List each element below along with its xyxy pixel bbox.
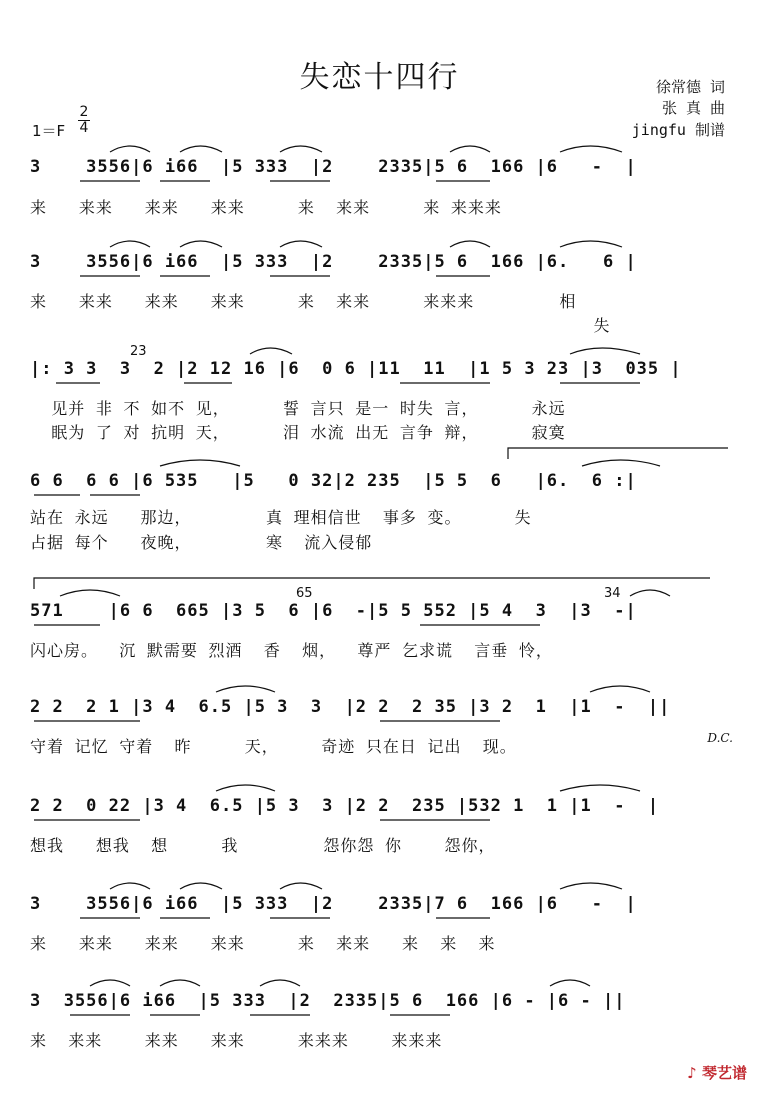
notation-row: 6 6 6 6 |6 535 |5 0 32|2 235 |5 5 6 |6. 6 :| <box>30 471 637 491</box>
notation-row: 3 3556|6 i66 |5 333 |2 2335|5 6 166 |6. 6 | <box>30 252 637 272</box>
grace-note-label: 65 <box>296 586 313 601</box>
lyrics-line: 来 来来 来来 来来 来 来来 来 来来来 <box>30 198 502 217</box>
grace-note-label: 23 <box>130 344 147 359</box>
volta-bracket-1 <box>508 448 728 459</box>
transcriber-credit: jingfu 制谱 <box>631 121 725 139</box>
lyricist-credit: 徐常德 词 <box>655 78 725 96</box>
lyrics-line: 占据 每个 夜晚， 寒 流入侵郁 <box>30 533 373 552</box>
lyrics-line: 来 来来 来来 来来 来来来 来来来 <box>30 1031 443 1050</box>
time-signature-bottom: 4 <box>79 120 89 136</box>
notation-row: 571 |6 6 665 |3 5 6 |6 -|5 5 552 |5 4 3 |3 -| <box>30 601 637 621</box>
time-signature-top: 2 <box>79 104 89 120</box>
lyrics-line: 见并 非 不 如不 见， 誓 言只 是一 时失 言， 永远 <box>30 399 566 418</box>
lyrics-line: 眠为 了 对 抗明 天， 泪 水流 出无 言争 辩， 寂寞 <box>30 423 566 442</box>
lyrics-line: 失 <box>30 316 611 335</box>
notation-row: 2 2 2 1 |3 4 6.5 |5 3 3 |2 2 2 35 |3 2 1 |1 - || <box>30 697 671 717</box>
da-capo-mark: D.C. <box>707 731 733 745</box>
notation-row: 2 2 0 22 |3 4 6.5 |5 3 3 |2 2 235 |532 1 1 |1 - | <box>30 796 660 816</box>
lyrics-line: 来 来来 来来 来来 来 来来 来来来 相 <box>30 292 577 311</box>
notation-row: 3 3556|6 i66 |5 333 |2 2335|5 6 166 |6 - |6 - || <box>30 991 626 1011</box>
lyrics-line: 来 来来 来来 来来 来 来来 来 来 来 <box>30 934 496 953</box>
lyrics-line: 闪心房。 沉 默需要 烈酒 香 烟， 尊严 乞求谎 言垂 怜， <box>30 641 553 660</box>
watermark-logo: ♪ 琴艺谱 <box>687 1064 747 1082</box>
key-signature: 1＝F <box>32 122 66 140</box>
notation-row: 3 3556|6 i66 |5 333 |2 2335|7 6 166 |6 - | <box>30 894 637 914</box>
lyrics-line: 守着 记忆 守着 昨 天， 奇迹 只在日 记出 现。 <box>30 737 517 756</box>
notation-row: |: 3 3 3 2 |2 12 16 |6 0 6 |11 11 |1 5 3 23 |3 035 | <box>30 359 682 379</box>
notation-row: 3 3556|6 i66 |5 333 |2 2335|5 6 166 |6 - | <box>30 157 637 177</box>
grace-note-label: 34 <box>604 586 621 601</box>
composer-credit: 张 真 曲 <box>661 99 725 117</box>
lyrics-line: 站在 永远 那边， 真 理相信世 事多 变。 失 <box>30 508 532 527</box>
lyrics-line: 想我 想我 想 我 怨你怨 你 怨你， <box>30 836 496 855</box>
music-note-icon: ♪ <box>687 1064 697 1082</box>
page-title: 失恋十四行 <box>299 60 460 95</box>
time-signature <box>78 105 90 136</box>
